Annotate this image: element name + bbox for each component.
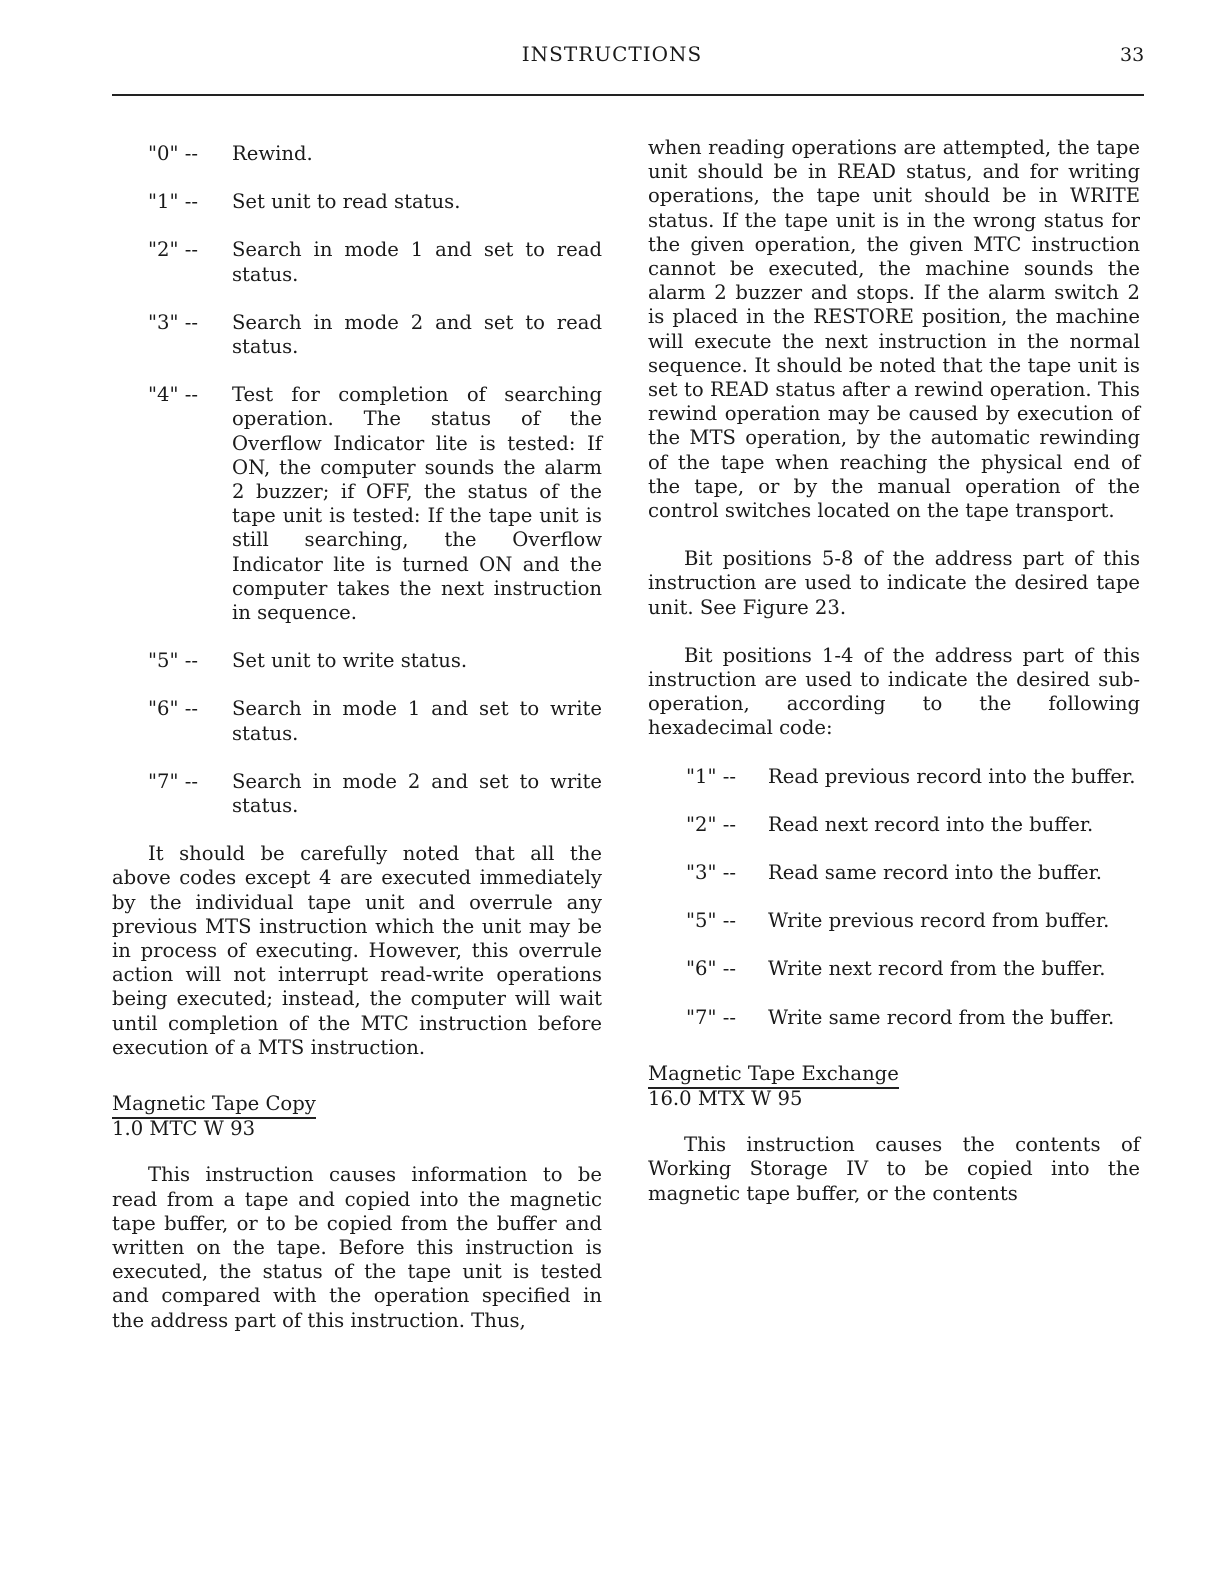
sub-code-item-1 xyxy=(648,765,1140,789)
code-description: Test for completion of searching operation. The status of the Overflow Indicator lite is tested: If ON, the computer sounds the alarm 2 buzzer; if OFF, the status of the tape unit is tested: If the tape unit is still searching, the Overflow Indicator lite is turned ON and the computer takes the next instruction in sequence. xyxy=(232,383,602,625)
section-code: 1.0 MTC W 93 xyxy=(112,1117,256,1141)
code-description: Write previous record from buffer. xyxy=(768,909,1110,933)
code-label: "3" -- xyxy=(148,310,198,334)
section-heading-mtc xyxy=(112,1092,316,1139)
left-column xyxy=(112,142,602,1357)
code-description: Write next record from the buffer. xyxy=(768,957,1106,981)
section-code: 16.0 MTX W 95 xyxy=(648,1087,803,1111)
sub-code-item-5 xyxy=(648,909,1140,933)
code-label: "5" -- xyxy=(148,649,198,673)
code-label: "7" -- xyxy=(686,1005,736,1029)
code-description: Rewind. xyxy=(232,142,313,165)
sub-code-item-3 xyxy=(648,861,1140,885)
code-item-4 xyxy=(112,383,602,625)
sub-code-item-7 xyxy=(648,1006,1140,1030)
right-column xyxy=(648,136,1140,1230)
code-description: Read next record into the buffer. xyxy=(768,812,1094,836)
code-description: Set unit to write status. xyxy=(232,649,468,673)
section-heading-mtx xyxy=(648,1062,899,1109)
code-label: "5" -- xyxy=(686,909,736,933)
code-item-7 xyxy=(112,770,602,818)
code-label: "2" -- xyxy=(148,238,198,262)
code-item-3 xyxy=(112,311,602,359)
section-title: Magnetic Tape Exchange xyxy=(648,1062,899,1089)
code-description: Search in mode 1 and set to read status. xyxy=(232,238,602,286)
page-header-title: INSTRUCTIONS xyxy=(521,42,703,66)
code-label: "0" -- xyxy=(148,142,198,165)
section-title: Magnetic Tape Copy xyxy=(112,1092,316,1119)
code-description: Read same record into the buffer. xyxy=(768,861,1103,885)
sub-code-item-2 xyxy=(648,813,1140,837)
code-item-6 xyxy=(112,697,602,745)
bits-5-8-paragraph: Bit positions 5-8 of the address part of this instruction are used to indicate the desired tape unit. See Figure 23. xyxy=(648,547,1140,619)
code-label: "1" -- xyxy=(686,764,736,788)
header-rule xyxy=(112,94,1144,96)
code-description: Read previous record into the buffer. xyxy=(768,764,1136,788)
code-description: Set unit to read status. xyxy=(232,190,461,214)
code-description: Search in mode 1 and set to write status. xyxy=(232,697,602,745)
code-description: Search in mode 2 and set to read status. xyxy=(232,310,602,359)
code-label: "3" -- xyxy=(686,861,736,885)
code-label: "2" -- xyxy=(686,812,736,836)
bits-1-4-paragraph: Bit positions 1-4 of the address part of this instruction are used to indicate the desired sub-operation, according to the following hexadecimal code: xyxy=(648,643,1140,740)
code-item-5 xyxy=(112,649,602,673)
mtx-paragraph: This instruction causes the contents of Working Storage IV to be copied into the magnetic tape buffer, or the contents xyxy=(648,1133,1140,1205)
continued-paragraph: when reading operations are attempted, the tape unit should be in READ status, and for writing operations, the tape unit should be in WRITE status. If the tape unit is in the wrong status for the given operation, the given MTC instruction cannot be executed, the machine sounds the alarm 2 buzzer and stops. If the alarm switch 2 is placed in the RESTORE position, the machine will execute the next instruction in the normal sequence. It should be noted that the tape unit is set to READ status after a rewind operation. This rewind operation may be caused by execution of the MTS operation, by the automatic rewinding of the tape when reaching the physical end of the tape, or by the manual operation of the control switches located on the tape transport. xyxy=(648,136,1140,523)
code-description: Search in mode 2 and set to write status. xyxy=(232,769,602,818)
code-item-0 xyxy=(112,142,602,166)
mtc-paragraph: This instruction causes information to be read from a tape and copied into the magnetic tape buffer, or to be copied from the buffer and written on the tape. Before this instruction is executed, the status of the tape unit is tested and compared with the operation specified in the address part of this instruction. Thus, xyxy=(112,1163,602,1332)
code-label: "7" -- xyxy=(148,769,198,793)
overrule-paragraph: It should be carefully noted that all the above codes except 4 are executed immediately by the individual tape unit and overrule any previous MTS instruction which the unit may be in process of executing. However, this overrule action will not interrupt read-write operations being executed; instead, the computer will wait until completion of the MTC instruction before execution of a MTS instruction. xyxy=(112,842,602,1059)
code-label: "6" -- xyxy=(686,957,736,981)
code-label: "1" -- xyxy=(148,190,198,214)
page-number: 33 xyxy=(1120,44,1145,66)
code-description: Write same record from the buffer. xyxy=(768,1005,1115,1029)
code-item-1 xyxy=(112,190,602,214)
code-label: "4" -- xyxy=(148,383,198,407)
code-item-2 xyxy=(112,238,602,286)
code-label: "6" -- xyxy=(148,697,198,721)
sub-code-item-6 xyxy=(648,957,1140,981)
